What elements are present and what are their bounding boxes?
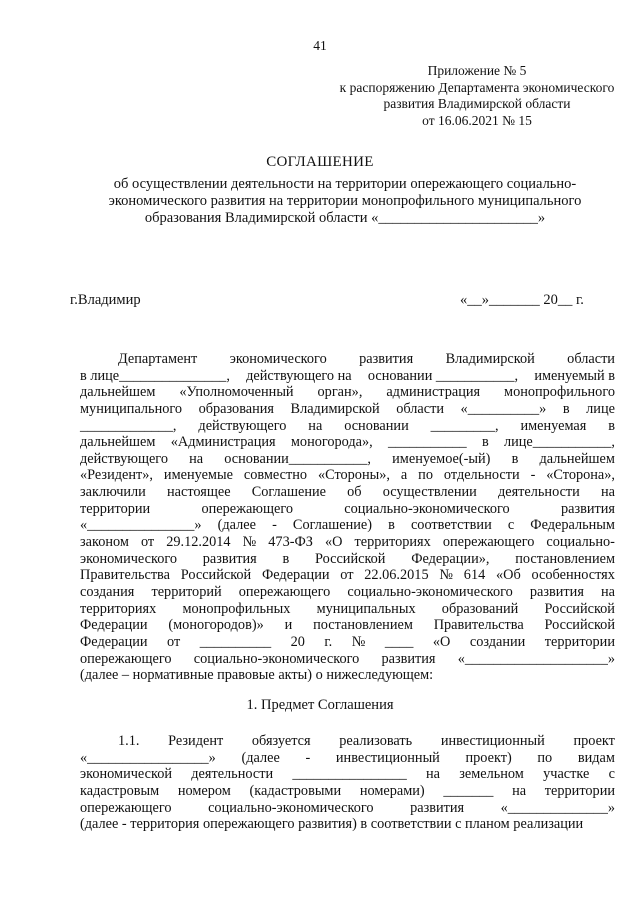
word: законом [80,534,129,551]
word: именуемое(-ый) [392,450,491,467]
word: муниципального [80,400,183,417]
word: № [439,567,454,584]
text-line [80,451,615,468]
word: Российской [180,567,252,584]
text-line [80,651,615,668]
word: «__________» [460,400,547,417]
appendix-line: развития Владимирской области [383,96,571,111]
word: участке [543,766,590,783]
section-title: 1. Предмет Соглашения [246,697,394,713]
word: опережающего [80,650,172,667]
text-line [80,733,615,750]
word: 29.12.2014 [166,534,231,551]
word: Владимирской [290,400,380,417]
word: дальнейшем [80,384,156,401]
word: номерами) [359,782,425,799]
appendix-line: Приложение № 5 [427,63,527,78]
text-line [80,567,615,584]
word: области [567,351,615,367]
word: создания [80,583,135,600]
word: № [242,534,257,551]
word: основании___________, [224,450,371,467]
word: создании [469,633,526,650]
word: 473-ФЗ [268,534,313,551]
word: _______ [443,782,494,799]
word: номером [177,782,231,799]
place-of-signing: г.Владимир [70,292,141,308]
word: именуемый в [534,367,615,384]
word: действующего [198,417,287,434]
appendix-line: от 16.06.2021 № 15 [422,112,532,128]
word: 20 [290,633,305,650]
word: Российской [544,617,615,634]
word: 22.06.2015 [364,567,429,584]
word: на [512,782,527,799]
word: социально-экономического [193,650,360,667]
text-line [80,401,615,418]
word: Резидент [168,733,224,749]
word: «______________» [500,799,615,816]
text-line [80,368,615,385]
word: образования [198,400,274,417]
word: «Администрация [170,434,276,451]
word: опережающего [201,500,293,517]
word: территориях [80,600,157,617]
word: основании ___________, [367,367,519,384]
word: проект) [465,749,512,766]
word: (далее – нормативные правовые акты) о нижеследующем: [80,667,434,684]
word: соответствии [410,517,492,534]
word: отдельности [443,467,520,484]
word: в [282,550,290,567]
word: Федерации [80,633,148,650]
word: Соглашение) [292,517,372,534]
word: Российской [544,600,615,617]
word: лице [586,400,615,417]
word: особенностях [531,567,615,584]
subtitle-line: экономического развития на территории монопрофильного муниципального [108,193,582,209]
word: территориях [354,534,431,551]
text-line [80,484,615,501]
word: в [511,450,519,467]
word: опережающего [442,534,535,551]
word: на [600,484,615,501]
word: (далее - территория опережающего развития) в соответствии с планом реализации [80,816,584,833]
word: «О [324,534,343,551]
word: развития [381,650,436,667]
word: - [530,467,536,484]
word: экономической [80,766,172,783]
word: 614 [463,567,486,584]
text-line [80,351,615,368]
word: территории [544,782,615,799]
word: на [189,450,204,467]
word: «_________________» [80,749,216,766]
word: «_______________» [80,517,202,534]
word: территории [80,500,151,517]
word: от [140,534,155,551]
text-line [80,766,615,783]
word: Федерации [80,617,148,634]
word: по [418,467,433,484]
text-line [80,750,615,767]
document-title: СОГЛАШЕНИЕ [266,154,374,170]
word: именуемые [163,467,233,484]
word: Федерации [261,567,330,584]
text-line [80,534,615,551]
word: кадастровым [80,782,160,799]
word: социально-экономического [347,583,513,600]
word: монопрофильного [504,384,615,401]
word: развития [202,550,257,567]
word: территории [544,633,615,650]
word: администрация [386,384,481,401]
word: опережающего [238,583,331,600]
word: социально- [546,534,615,551]
word: Соглашение [251,484,326,501]
word: инвестиционный [335,749,440,766]
word: (кадастровыми [249,782,342,799]
text-line [80,667,615,684]
subtitle-line: образования Владимирской области «______________________» [144,210,546,226]
word: «Об [496,567,521,584]
text-line [80,634,615,651]
subtitle-line: об осуществлении деятельности на территории опережающего социально- [113,176,577,192]
word: «____________________» [457,650,615,667]
word: в [388,517,395,534]
word: опережающего [80,799,172,816]
word: с [608,766,615,783]
word: совместно [243,467,308,484]
word: об [347,484,362,501]
word: «Уполномоченный [179,384,294,401]
text-line [80,800,615,817]
word: «Стороны», [317,467,390,484]
word: а [400,467,408,484]
word: в [481,434,489,451]
word: __________ [199,633,272,650]
word: территорий [151,583,222,600]
word: «О [432,633,451,650]
word: настоящее [166,484,231,501]
word: Владимирской [445,351,535,367]
word: монопрофильных [182,600,291,617]
word: в [562,400,570,417]
word: ____ [384,633,414,650]
word: развития [560,500,615,517]
word: - [305,749,311,766]
word: постановлением [313,617,413,634]
word: осуществлении [382,484,477,501]
word: (далее [217,517,256,534]
date-of-signing: «__»_______ 20__ г. [460,292,584,308]
word: - [272,517,277,534]
word: проект [573,733,615,749]
word: 1.1. [118,733,140,749]
word: от [340,567,354,584]
word: в [608,417,615,434]
word: социально-экономического [208,799,374,816]
word: на [600,583,615,600]
word: от [167,633,181,650]
text-line [80,501,615,518]
word: развития [410,799,465,816]
word: и [284,617,293,634]
word: (далее [241,749,280,766]
word: орган», [317,384,363,401]
word: развития [359,351,414,367]
word: _____________, [80,417,177,434]
word: образований [441,600,519,617]
word: Правительства [433,617,524,634]
text-line [80,617,615,634]
appendix-block [330,63,624,129]
word: экономического [229,351,327,367]
word: действующего на [246,367,352,384]
text-line [80,467,615,484]
word: дальнейшем [80,434,156,451]
text-line [80,551,615,568]
word: обязуется [251,733,311,749]
word: на [308,417,323,434]
word: земельном [459,766,524,783]
word: реализовать [339,733,413,749]
word: № [351,633,366,650]
page-number: 41 [313,38,327,53]
word: муниципальных [316,600,416,617]
word: инвестиционный [440,733,545,749]
word: Российской [315,550,386,567]
word: развития [529,583,584,600]
word: деятельности [191,766,274,783]
section-1-paragraph [80,733,615,833]
word: «Резидент», [80,467,153,484]
word: ___________ [388,434,467,451]
word: ________________ [292,766,407,783]
text-line [80,517,615,534]
appendix-line: к распоряжению Департамента экономического [339,79,615,95]
word: моногорода», [290,434,373,451]
word: с [507,517,515,534]
word: видам [577,749,615,766]
word: именуемая [520,417,587,434]
word: Федеральным [530,517,615,534]
word: действующего [80,450,168,467]
word: деятельности [497,484,580,501]
word: (моногородов)» [168,617,264,634]
text-line [80,601,615,618]
text-line [80,584,615,601]
word: Федерации», [411,550,490,567]
text-line [80,418,615,435]
word: на [425,766,440,783]
word: _________, [430,417,499,434]
word: постановлением [515,550,615,567]
word: дальнейшем [539,450,615,467]
word: основании [344,417,409,434]
word: г. [324,633,333,650]
word: Департамент [118,351,198,367]
word: заключили [80,484,146,501]
preamble-paragraph [80,351,615,684]
word: Правительства [80,567,170,584]
word: области [396,400,445,417]
word: социально-экономического [344,500,510,517]
word: лице___________, [503,434,615,451]
word: по [537,749,553,766]
text-line [80,434,615,451]
word: экономического [80,550,177,567]
word: в лице_______________, [80,367,230,384]
text-line [80,783,615,800]
document-subtitle [70,176,620,227]
text-line [80,384,615,401]
text-line [80,816,615,833]
word: «Сторона», [546,467,615,484]
